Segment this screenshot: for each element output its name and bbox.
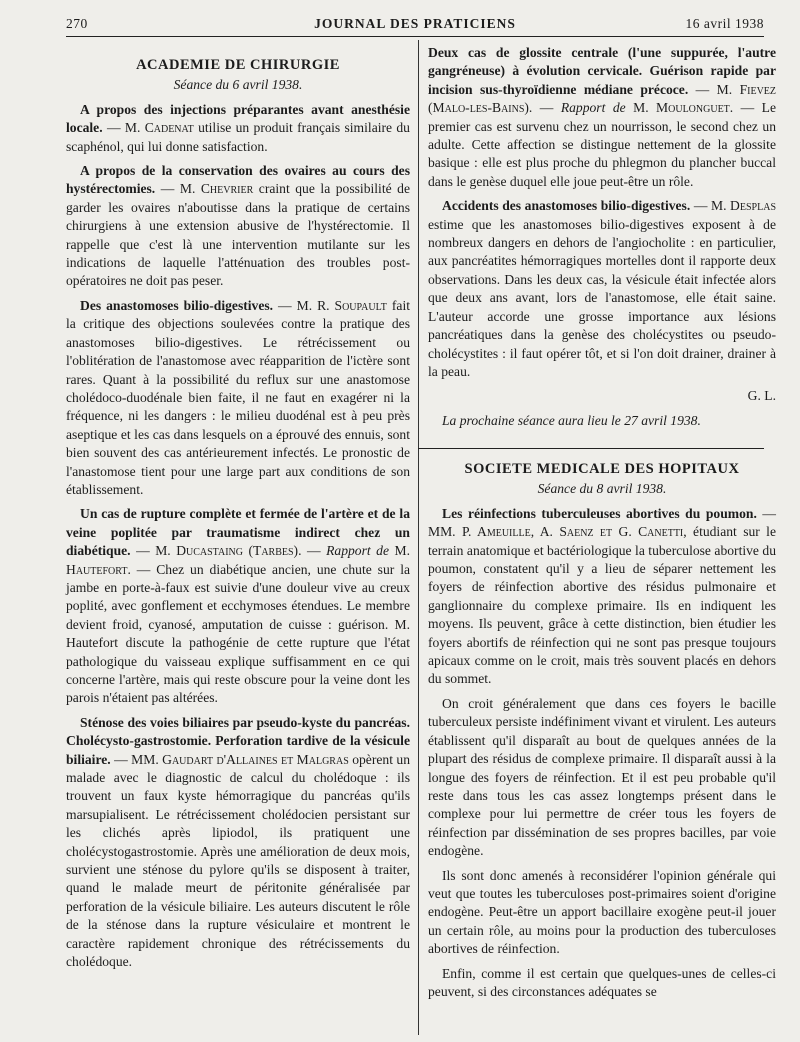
article-text: fait la critique des objections soulevées contre la pratique des anastomoses bilio-digestives. Le rétrécissement ou l'oblitération de l'anastomose avec réapparition de l'ictère sont rares. Quant à la possibilité du reflux sur une anastomose cholédoco-duodénale bien faite, il ne faut en exagérer ni la fréquence, ni les dangers : le milieu duodénal est à peu près aseptique et les cas dans lesquels on a éprouvé des ennuis, sont bien souvent des cas antérieurement infectés. Le pronostic de l'anastomose tient pour une large part aux conditions de son établissement. xyxy=(66,297,411,497)
section-rule xyxy=(418,448,764,449)
signature: G. L. xyxy=(747,388,776,404)
article-glossite: Deux cas de glossite centrale (l'une suppurée, l'autre gangréneuse) à évolution cervicale. Guérison rapide par incision sus-thyroïdienne médiane précoce. — M. Fievez (Malo-les-Bains). — Rapport de M. Moulonguet. — Le premier cas est survenu chez un nourrisson, le second chez un adulte. Cette affection se distingue nettement de la glossite basique : elle est plus proche du phlegmon du plancher buccal dans le genèse duquel elle joue peut-être un rôle. xyxy=(428,45,777,189)
paragraph: Ils sont donc amenés à reconsidérer l'opinion générale qui veut que toutes les tuberculoses post-primaires soient d'origine endogène. Peut-être un apport bacillaire exogène peut-il jouer un certain rôle, au moins pour la production des tuberculoses abortives de réinfection. xyxy=(428,867,776,957)
article-author: M. R. Soupault xyxy=(296,297,387,313)
section-title-academie: ACADEMIE DE CHIRURGIE xyxy=(136,57,340,73)
page-header xyxy=(66,14,764,36)
right-column-lower xyxy=(428,458,776,1007)
issue-date: 16 avril 1938 xyxy=(685,16,764,31)
article-accidents: Accidents des anastomoses bilio-digestives. — M. Desplas estime que les anastomoses bilio-digestives exposent à de nombreux dangers en dehors de l'angiocholite : en particulier, aux pancréatites hémorragiques mortelles dont il rapporte deux observations. Dans les deux cas, la vésicule était infectée alors que deux ans avant, lors de l'anastomose, elle était saine. L'auteur accorde une grosse importance aux lésions pancréatiques dans la genèse des cholécystites ou pseudo-cholécystites : il faut opérer tôt, et si l'on doit drainer, drainer à la peau. xyxy=(428,198,777,379)
section-date-academie: Séance du 6 avril 1938. xyxy=(173,77,303,93)
article-text: utilise un produit français similaire du scaphénol, qui lui donne satisfaction. xyxy=(66,120,410,154)
article-author: M. Fievez (Malo-les-Bains). xyxy=(428,81,777,116)
page-number: 270 xyxy=(66,16,88,31)
article-title: Accidents des anastomoses bilio-digestives. xyxy=(442,198,691,214)
article-text: estime que les anastomoses bilio-digestives exposent à de nombreux dangers en dehors de l'angiocholite : en particulier, aux pancréatites hémorragiques mortelles dont il rapporte deux observations. Dans les deux cas, la vésicule était infectée alors que deux ans avant, lors de l'anastomose, elle était saine. L'auteur accorde une grosse importance aux lésions pancréatiques dans la genèse des cholécystites ou pseudo-cholécystites : il faut opérer tôt, et si l'on doit drainer, drainer à la peau. xyxy=(428,216,776,379)
article-author: MM. Gaudart d'Allaines et Malgras xyxy=(131,751,349,767)
article-title: Des anastomoses bilio-digestives. xyxy=(80,297,274,313)
article-author: M. Chevrier xyxy=(179,181,254,197)
article-rapporteur: M. Moulonguet. xyxy=(633,100,734,116)
article-title: A propos des injections préparantes avant anesthésie locale. xyxy=(66,101,410,136)
article-reinfections: Les réinfections tuberculeuses abortives du poumon. — MM. P. Ameuille, A. Saenz et G. Canetti, étudiant sur le terrain anatomique et bactériologique la tuberculose abortive du poumon, constatent qu'il y a lieu de séparer nettement les foyers de réinfection abortive des résidus pulmonaire et ganglionnaire du complexe primaire. Ils en indiquent les moyens. Ils peuvent, grâce à cette distinction, bien étudier les foyers abortifs de réinfection qui ne sont pas presque toujours apicaux comme on le croit, mais très souvent placés en dehors du sommet. xyxy=(428,505,776,687)
article-anastomoses: Des anastomoses bilio-digestives. — M. R. Soupault fait la critique des objections soulevées contre la pratique des anastomoses bilio-digestives. Le rétrécissement ou l'oblitération de l'anastomose avec réapparition de l'ictère sont rares. Quant à la possibilité du reflux sur une anastomose cholédoco-duodénale bien faite, il ne faut en exagérer ni la fréquence, ni les dangers : le milieu duodénal est à peu près aseptique et les cas dans lesquels on a éprouvé des ennuis, sont bien souvent des cas antérieurement infectés. Le pronostic de l'anastomose tient pour une large part aux conditions de son établissement. xyxy=(66,297,411,497)
article-text: Le premier cas est survenu chez un nourrisson, le second chez un adulte. Cette affection se distingue nettement de la glossite basique : elle est plus proche du phlegmon du plancher buccal dans le genèse duquel elle joue peut-être un rôle. xyxy=(428,100,777,189)
article-rapport: Rapport de xyxy=(326,543,389,559)
right-column-upper xyxy=(428,44,776,436)
paragraph: Enfin, comme il est certain que quelques-unes de celles-ci peuvent, si des circonstances adéquates se xyxy=(428,965,776,999)
left-column xyxy=(66,54,410,978)
article-rupture: Un cas de rupture complète et fermée de l'artère et de la veine poplitée par traumatisme indirect chez un diabétique. — M. Ducastaing (Tarbes). — Rapport de M. Hautefort. — Chez un diabétique ancien, une chute sur la jambe en porte-à-faux est suivie d'une douleur vive au creux poplité, avec gonflement et ecchymoses étendues. Le membre devient froid, cyanosé, amputation de cuisse : guérison. M. Hautefort discute la pathogénie de cette rupture que l'état pathologique du vaisseau explique suffisamment en ce qui concerne l'artère, mais qui reste obscure pour la veine dont les parois n'étaient pas altérées. xyxy=(66,506,411,706)
article-text: Chez un diabétique ancien, une chute sur la jambe en porte-à-faux est suivie d'une douleur vive au creux poplité, avec gonflement et ecchymoses étendues. Le membre devient froid, cyanosé, amputation de cuisse : guérison. M. Hautefort discute la pathogénie de cette rupture que l'état pathologique du vaisseau explique suffisamment en ce qui concerne l'artère, mais qui reste obscure pour la veine dont les parois n'étaient pas altérées. xyxy=(66,561,411,706)
article-title: A propos de la conservation des ovaires au cours des hystérectomies. xyxy=(66,163,410,197)
article-author: MM. P. Ameuille, A. Saenz et G. Canetti, xyxy=(428,524,687,540)
header-rule xyxy=(66,36,764,37)
article-text: étudiant sur le terrain anatomique et bactériologique la tuberculose abortive du poumon, constatent qu'il y a lieu de séparer nettement les foyers de réinfection abortive des résidus pulmonaire et ganglionnaire du complexe primaire. Ils en indiquent les moyens. Ils peuvent, grâce à cette distinction, bien étudier les foyers abortifs de réinfection qui ne sont pas presque toujours apicaux comme on le croit, mais très souvent placés en dehors du sommet. xyxy=(428,524,776,687)
journal-title: JOURNAL DES PRATICIENS xyxy=(314,16,516,31)
article-rapporteur: M. Hautefort. xyxy=(66,543,411,577)
article-title: Un cas de rupture complète et fermée de l'artère et de la veine poplitée par traumatisme indirect chez un diabétique. xyxy=(66,506,410,559)
column-divider xyxy=(418,40,419,1035)
article-ovaires: A propos de la conservation des ovaires au cours des hystérectomies. — M. Chevrier craint que la possibilité de garder les ovaires n'aboutisse dans la pratique de certains chirurgiens à une extension abusive de l'hystérectomie. Il rappelle que c'est là une intervention mutilante sur les indications de laquelle l'atténuation des troubles post-opératoires ne doit pas peser. xyxy=(66,163,410,289)
paragraph: On croit généralement que dans ces foyers le bacille tuberculeux persiste indéfiniment vivant et virulent. Les auteurs établissent qu'il disparaît au bout de quelques années de la plupart des résidus de complexe primaire. Il disparaît aussi à la longue des foyers de réinfection. Et il est peu probable qu'il reste dans tous les cas assez longtemps présent dans le complexe pour lui permettre de créer tous les foyers de réinfection par dissémination de ses propres bacilles, par voie endogène. xyxy=(428,695,776,859)
section-title-societe: SOCIETE MEDICALE DES HOPITAUX xyxy=(464,461,740,477)
article-injections: A propos des injections préparantes avant anesthésie locale. — M. Cadenat utilise un produit français similaire du scaphénol, qui lui donne satisfaction. xyxy=(66,101,410,154)
article-rapport: Rapport de xyxy=(560,100,626,116)
next-session-note: La prochaine séance aura lieu le 27 avril 1938. xyxy=(442,412,701,428)
section-date-societe: Séance du 8 avril 1938. xyxy=(537,481,667,497)
article-title: Les réinfections tuberculeuses abortives du poumon. xyxy=(442,505,757,521)
article-text: craint que la possibilité de garder les ovaires n'aboutisse dans la pratique de certains chirurgiens à une extension abusive de l'hystérectomie. Il rappelle que c'est là une intervention mutilante sur les indications de laquelle l'atténuation des troubles post-opératoires ne doit pas peser. xyxy=(66,181,410,289)
article-author: M. Cadenat xyxy=(124,120,194,136)
article-title: Deux cas de glossite centrale (l'une suppurée, l'autre gangréneuse) à évolution cervicale. Guérison rapide par incision sus-thyroïdienne médiane précoce. xyxy=(428,45,776,97)
article-author: M. Desplas xyxy=(711,198,777,214)
article-stenose: Sténose des voies biliaires par pseudo-kyste du pancréas. Cholécysto-gastrostomie. Perforation tardive de la vésicule biliaire. — MM. Gaudart d'Allaines et Malgras opèrent un malade avec le diagnostic de calcul du cholédoque : ils trouvent un faux kyste hémorragique du pancréas qu'ils marsupialisent. Le rétrécissement cholédocien persistant sur les clichés après lipiodol, ils pratiquent une cholécystogastrostomie. Après une amélioration de deux mois, survient une sténose du pylore qu'ils se disposent à traiter, quand le malade meurt de péritonite généralisée par perforation de la vésicule biliaire. Les auteurs discutent le rôle de la sténose dans la rupture vésiculaire et montrent le caractère rapidement chronique des rétrécissements du cholédoque. xyxy=(66,714,410,970)
article-text: opèrent un malade avec le diagnostic de calcul du cholédoque : ils trouvent un faux kyste hémorragique du pancréas qu'ils marsupialisent. Le rétrécissement cholédocien persistant sur les clichés après lipiodol, ils pratiquent une cholécystogastrostomie. Après une amélioration de deux mois, survient une sténose du pylore qu'ils se disposent à traiter, quand le malade meurt de péritonite généralisée par perforation de la vésicule biliaire. Les auteurs discutent le rôle de la sténose dans la rupture vésiculaire et montrent le caractère rapidement chronique des rétrécissements du cholédoque. xyxy=(66,751,410,970)
article-title: Sténose des voies biliaires par pseudo-kyste du pancréas. Cholécysto-gastrostomie. Perforation tardive de la vésicule biliaire. xyxy=(66,714,410,767)
article-author: M. Ducastaing (Tarbes). xyxy=(155,543,302,559)
